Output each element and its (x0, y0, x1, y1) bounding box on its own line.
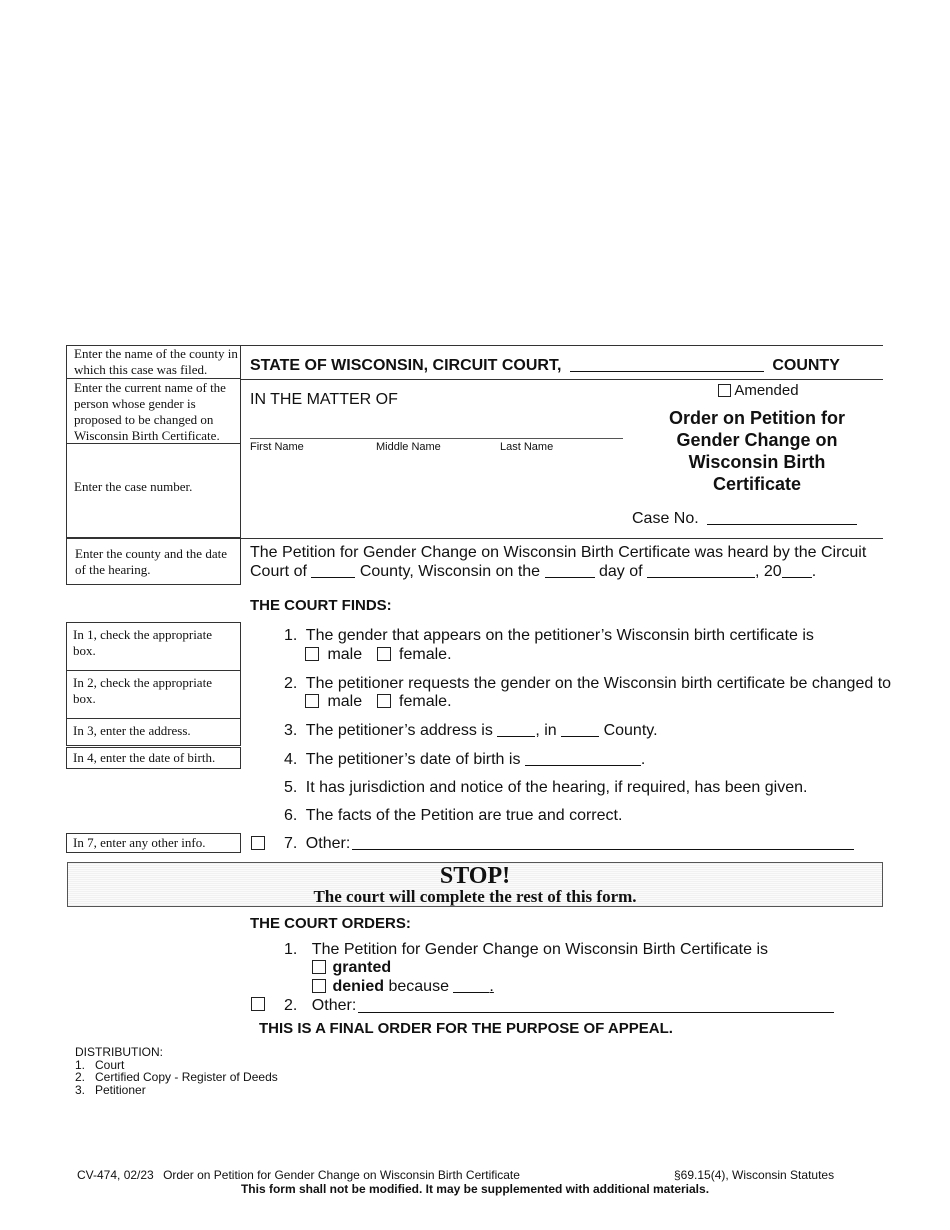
stop-title: STOP! (439, 863, 511, 889)
form-title-line1: Order on Petition for (668, 408, 845, 428)
name-field-line[interactable] (250, 438, 623, 439)
form-title (632, 407, 882, 495)
order-2-other-field[interactable] (358, 1012, 834, 1013)
finding-2-female-checkbox[interactable] (377, 694, 391, 708)
form-header-rule (241, 379, 883, 380)
court-header (250, 357, 840, 375)
finding-1 (284, 626, 814, 645)
form-top-rule (241, 345, 883, 346)
finding-2-text: The petitioner requests the gender on the Wisconsin birth certificate be changed to (305, 675, 892, 692)
hearing-day-field[interactable] (545, 563, 595, 578)
hearing-statement (250, 543, 875, 581)
county-wisconsin-label: County, Wisconsin on the (359, 563, 541, 580)
finding-5 (284, 778, 807, 797)
hint-hearing: Enter the county and the date of the hearing. (66, 538, 241, 585)
finding-3-text-a: The petitioner’s address is (305, 722, 493, 739)
order-2-num: 2. (284, 997, 298, 1014)
order-granted-option (312, 958, 391, 977)
state-court-label: STATE OF WISCONSIN, CIRCUIT COURT, (250, 357, 562, 374)
finding-5-text: It has jurisdiction and notice of the hearing, if required, has been given. (305, 779, 808, 796)
middle-name-label: Middle Name (376, 441, 441, 453)
finding-3-text-b: , in (535, 722, 557, 739)
footer-statute: §69.15(4), Wisconsin Statutes (674, 1168, 835, 1182)
finding-5-num: 5. (284, 779, 298, 796)
hearing-period: . (811, 563, 817, 580)
finding-2-options (305, 692, 452, 711)
final-order-notice: THIS IS A FINAL ORDER FOR THE PURPOSE OF APPEAL. (259, 1020, 673, 1037)
finding-1-text: The gender that appears on the petitioner’s Wisconsin birth certificate is (305, 627, 814, 644)
hint-item3: In 3, enter the address. (66, 718, 241, 746)
order-2-text: Other: (311, 997, 357, 1014)
finding-4-text: The petitioner’s date of birth is (305, 751, 521, 768)
finding-6 (284, 806, 622, 825)
form-title-line3: Wisconsin Birth (688, 452, 826, 472)
order-denied-option (312, 977, 494, 996)
stop-subtitle: The court will complete the rest of this form. (313, 887, 637, 906)
footer-form-id (77, 1168, 520, 1182)
orders-heading: THE COURT ORDERS: (250, 915, 411, 932)
finding-1-female-checkbox[interactable] (377, 647, 391, 661)
county-label: COUNTY (772, 357, 840, 374)
case-number (632, 509, 857, 528)
form-title-line4: Certificate (712, 474, 802, 494)
finding-6-num: 6. (284, 807, 298, 824)
address-county-field[interactable] (561, 722, 599, 737)
amended-label: Amended (734, 382, 799, 399)
findings-heading: THE COURT FINDS: (250, 597, 392, 614)
finding-2-female-label: female. (399, 693, 452, 710)
amended-option[interactable] (718, 381, 799, 400)
amended-checkbox[interactable] (718, 384, 731, 397)
finding-3-text-c: County. (603, 722, 658, 739)
finding-6-text: The facts of the Petition are true and correct. (305, 807, 623, 824)
distribution-heading: DISTRIBUTION: (75, 1045, 164, 1059)
matter-of-label: IN THE MATTER OF (250, 391, 398, 408)
date-of-birth-field[interactable] (525, 751, 641, 766)
finding-7 (284, 834, 350, 853)
order-2 (284, 996, 356, 1015)
denied-reason-field[interactable] (453, 978, 489, 993)
day-of-label: day of (598, 563, 643, 580)
hint-item2: In 2, check the appropriate box. (66, 670, 241, 719)
granted-label: granted (332, 959, 392, 976)
first-name-label: First Name (250, 441, 304, 453)
finding-3-num: 3. (284, 722, 298, 739)
order-1-num: 1. (284, 941, 298, 958)
hint-item4: In 4, enter the date of birth. (66, 747, 241, 769)
hint-current-name: Enter the current name of the person whose gender is proposed to be changed on Wisconsin Birth Certificate. (74, 380, 226, 443)
because-label: because (388, 978, 449, 995)
case-no-field[interactable] (707, 510, 857, 525)
denied-label: denied (332, 978, 385, 995)
finding-4-num: 4. (284, 751, 298, 768)
finding-1-num: 1. (284, 627, 298, 644)
finding-7-other-field[interactable] (352, 849, 854, 850)
finding-1-female-label: female. (399, 646, 452, 663)
hint-county: Enter the name of the county in which this case was filed. (74, 346, 238, 377)
last-name-label: Last Name (500, 441, 554, 453)
order-1-text: The Petition for Gender Change on Wisconsin Birth Certificate is (311, 941, 769, 958)
hearing-line1: The Petition for Gender Change on Wisconsin Birth Certificate was heard by the Circuit (250, 544, 867, 561)
distribution-item: 1. Court (75, 1057, 125, 1072)
finding-1-male-label: male (327, 646, 363, 663)
hearing-month-field[interactable] (647, 563, 755, 578)
finding-7-text: Other: (305, 835, 351, 852)
county-field[interactable] (570, 357, 764, 372)
finding-2-male-label: male (327, 693, 363, 710)
distribution-item: 2. Certified Copy - Register of Deeds (75, 1070, 278, 1084)
denied-checkbox[interactable] (312, 979, 326, 993)
address-field[interactable] (497, 722, 535, 737)
stop-banner (67, 862, 883, 907)
hint-item1: In 1, check the appropriate box. (66, 622, 241, 671)
form-id: CV-474, 02/23 (77, 1168, 154, 1182)
footer-form-title: Order on Petition for Gender Change on Wisconsin Birth Certificate (163, 1168, 520, 1182)
hearing-county-field[interactable] (311, 563, 355, 578)
hint-case-number: Enter the case number. (74, 479, 193, 494)
hearing-year-field[interactable] (782, 563, 812, 578)
finding-2-num: 2. (284, 675, 298, 692)
finding-3 (284, 721, 658, 740)
hearing-line2 (250, 562, 875, 581)
order-1 (284, 940, 768, 959)
footer-notice: This form shall not be modified. It may be supplemented with additional materials. (240, 1182, 710, 1196)
form-caption-rule (241, 538, 883, 539)
year-prefix-label: , 20 (755, 563, 782, 580)
denied-end: . (489, 978, 494, 995)
hint-item7: In 7, enter any other info. (66, 833, 241, 853)
order-2-checkbox[interactable] (251, 997, 265, 1011)
finding-2 (284, 674, 891, 693)
finding-1-male-checkbox[interactable] (305, 647, 319, 661)
form-title-line2: Gender Change on (676, 430, 838, 450)
court-of-label: Court of (250, 563, 307, 580)
granted-checkbox[interactable] (312, 960, 326, 974)
finding-4 (284, 750, 645, 769)
finding-1-options (305, 645, 452, 664)
finding-2-male-checkbox[interactable] (305, 694, 319, 708)
finding-4-end: . (640, 751, 646, 768)
hint-divider (66, 378, 241, 379)
finding-7-checkbox[interactable] (251, 836, 265, 850)
finding-7-num: 7. (284, 835, 298, 852)
distribution-item: 3. Petitioner (75, 1082, 146, 1097)
distribution (75, 1046, 278, 1096)
case-no-label: Case No. (632, 510, 699, 527)
